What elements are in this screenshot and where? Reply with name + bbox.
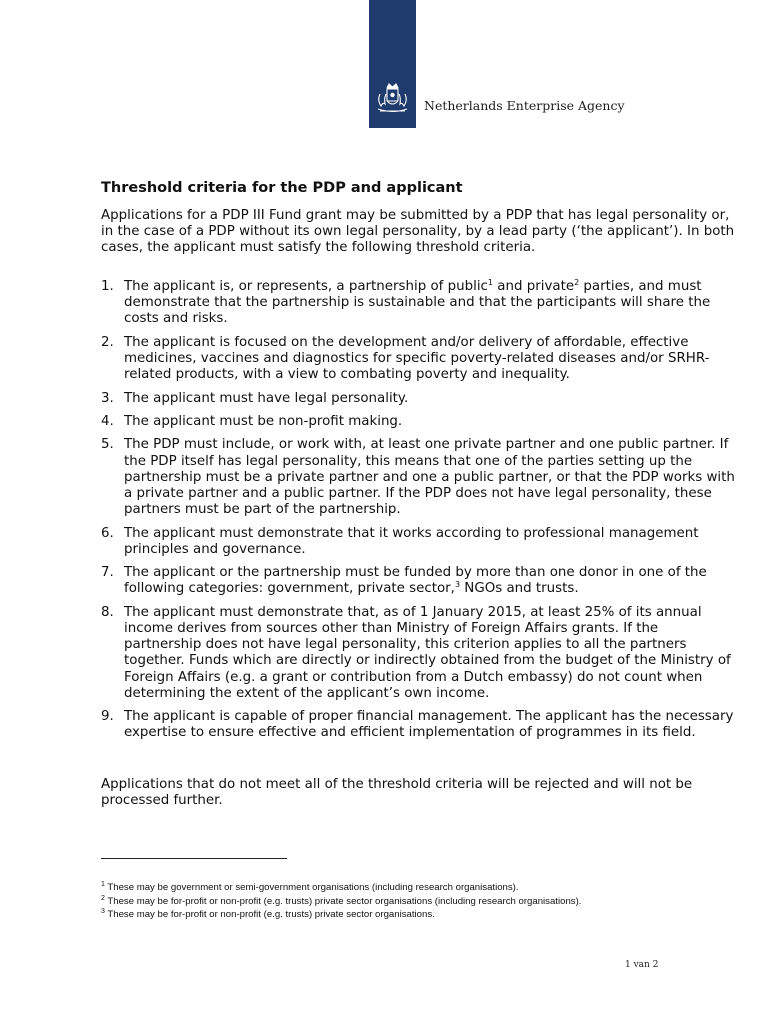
item-number: 8. xyxy=(101,604,114,620)
closing-paragraph: Applications that do not meet all of the threshold criteria will be rejected and will not be processed further. xyxy=(101,777,693,809)
item-number: 5. xyxy=(101,437,114,453)
footnote: $^1$ These may be government or semi-government organisations (including research organisations). xyxy=(101,881,519,893)
item-text: The applicant is, or represents, a partnership of public$^1$ and private$^2$ parties, and must demonstrate that the partnership is sustainable and that the participants will share the costs and risks. xyxy=(124,278,711,327)
agency-name: Netherlands Enterprise Agency xyxy=(424,98,625,113)
item-text: The applicant is focused on the development and/or delivery of affordable, effective medicines, vaccines and diagnostics for specific poverty-related diseases and/or SRHR-related products, with a view to combating poverty and inequality. xyxy=(124,334,710,383)
item-text: The applicant or the partnership must be funded by more than one donor in one of the following categories: government, private sector,$^3$ NGOs and trusts. xyxy=(124,565,707,597)
item-text: The applicant must have legal personality. xyxy=(124,390,409,406)
item-number: 3. xyxy=(101,390,114,406)
footnote-ref: 2 xyxy=(574,278,580,287)
list-item xyxy=(101,526,735,558)
footnote-divider xyxy=(101,858,287,859)
item-text: The PDP must include, or work with, at least one private partner and one public partner. If the PDP itself has legal personality, this means that one of the parties setting up the partnership must be a private partner and one a public partner, or that the PDP works with a private partner and a public partner. If the PDP does not have legal personality, these partners must be part of the partnership. xyxy=(124,437,735,518)
item-number: 9. xyxy=(101,709,114,725)
list-item xyxy=(101,391,735,407)
footnote-ref: 3 xyxy=(454,580,461,590)
list-item xyxy=(101,437,735,518)
list-item xyxy=(101,414,735,430)
list-item xyxy=(101,279,735,328)
footnote-ref: 1 xyxy=(487,278,494,287)
list-item xyxy=(101,709,735,741)
coat-of-arms-icon xyxy=(374,80,411,116)
footnote: $^2$ These may be for-profit or non-profit (e.g. trusts) private sector organisations (including research organisations). xyxy=(101,894,582,907)
logo-bar xyxy=(369,0,416,128)
intro-paragraph: Applications for a PDP III Fund grant may be submitted by a PDP that has legal personality or, in the case of a PDP without its own legal personality, by a lead party (‘the applicant’). In both cases, the applicant must satisfy the following threshold criteria. xyxy=(101,208,735,256)
item-number: 7. xyxy=(101,565,114,581)
item-number: 2. xyxy=(101,334,114,350)
criteria-list xyxy=(101,279,735,749)
page-number: 1 van 2 xyxy=(625,960,659,970)
item-number: 6. xyxy=(101,525,114,541)
item-text: The applicant must demonstrate that it works according to professional management principles and governance. xyxy=(124,525,699,557)
footnote: $^3$ These may be for-profit or non-profit (e.g. trusts) private sector organisations. xyxy=(101,908,435,920)
list-item xyxy=(101,565,735,597)
item-text: The applicant is capable of proper financial management. The applicant has the necessary expertise to ensure effective and efficient implementation of programmes in its field. xyxy=(124,709,734,741)
footnotes xyxy=(101,881,741,922)
list-item xyxy=(101,605,735,702)
item-text: The applicant must be non-profit making. xyxy=(124,413,403,429)
item-number: 4. xyxy=(101,413,114,429)
item-text: The applicant must demonstrate that, as of 1 January 2015, at least 25% of its annual income derives from sources other than Ministry of Foreign Affairs grants. If the partnership does not have legal personality, this criterion applies to all the partners together. Funds which are directly or indirectly obtained from the budget of the Ministry of Foreign Affairs (e.g. a grant or contribution from a Dutch embassy) do not count when determining the extent of the applicant’s own income. xyxy=(124,604,731,701)
list-item xyxy=(101,335,735,384)
page-title: Threshold criteria for the PDP and applicant xyxy=(101,180,463,196)
item-number: 1. xyxy=(101,279,114,294)
